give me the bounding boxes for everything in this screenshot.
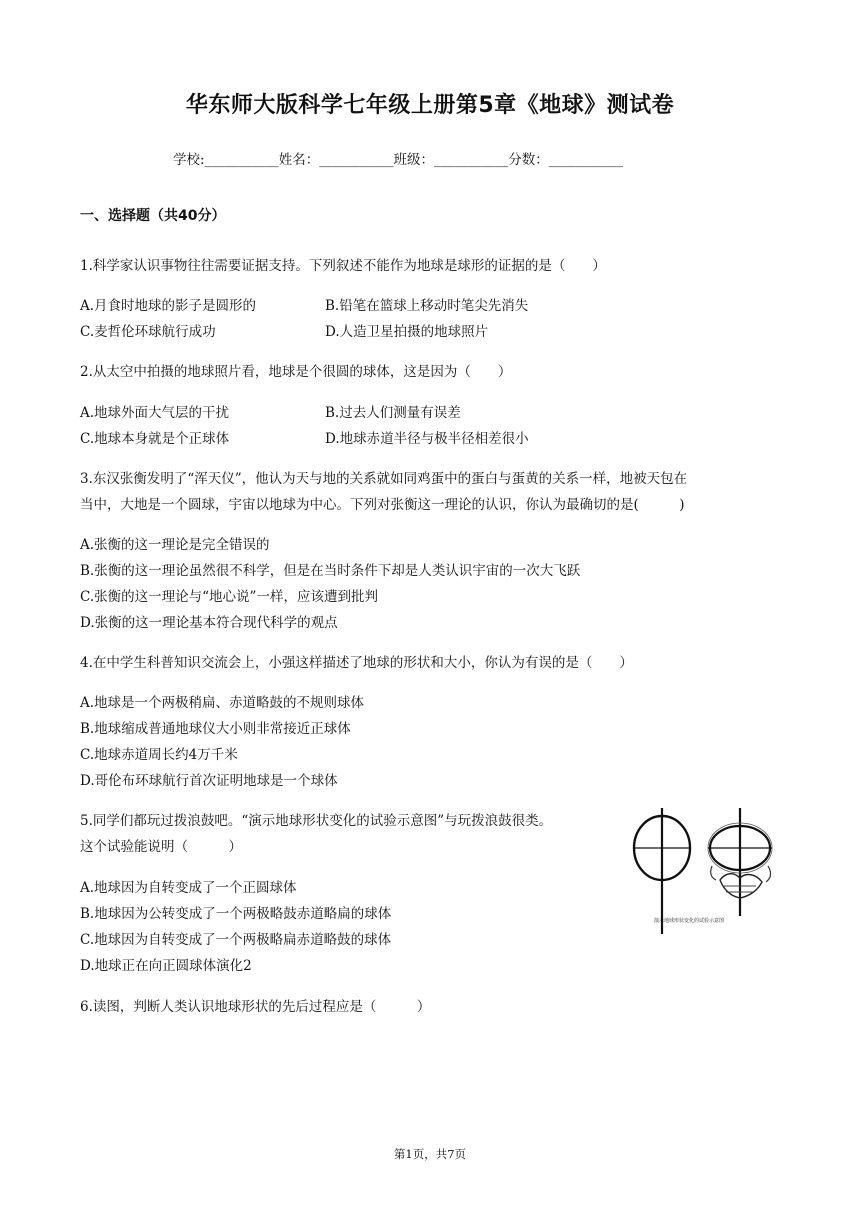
question-1-option-b: B.铅笔在篮球上移动时笔尖先消失 — [325, 298, 529, 314]
section-title: 一、选择题（共40分） — [80, 208, 226, 224]
question-4-option-a: A.地球是一个两极稍扁、赤道略鼓的不规则球体 — [80, 695, 365, 711]
page-title: 华东师大版科学七年级上册第5章《地球》测试卷 — [185, 93, 675, 118]
question-4-stem: 4.在中学生科普知识交流会上，小强这样描述了地球的形状和大小，你认为有误的是（ ） — [80, 655, 633, 671]
question-3-option-a: A.张衡的这一理论是完全错误的 — [80, 537, 270, 553]
question-2-option-c: C.地球本身就是个正球体 — [80, 431, 230, 447]
question-2-option-a: A.地球外面大气层的干扰 — [80, 405, 230, 421]
question-3-option-c: C.张衡的这一理论与“地心说”一样，应该遭到批判 — [80, 589, 378, 605]
question-2-stem: 2.从太空中拍摄的地球照片看，地球是个很圆的球体，这是因为（ ） — [80, 364, 512, 380]
question-1-option-a: A.月食时地球的影子是圆形的 — [80, 298, 257, 314]
student-info-line: 学校:___________姓名：___________班级：___________分数：___________ — [173, 152, 624, 168]
page-footer: 第1页，共7页 — [393, 1147, 467, 1161]
question-5-option-d: D.地球正在向正圆球体演化2 — [80, 958, 252, 974]
experiment-illustration — [628, 806, 780, 934]
question-3-option-d: D.张衡的这一理论基本符合现代科学的观点 — [80, 615, 338, 631]
question-5-option-c: C.地球因为自转变成了一个两极略扁赤道略鼓的球体 — [80, 932, 392, 948]
question-3-option-b: B.张衡的这一理论虽然很不科学，但是在当时条件下却是人类认识宇宙的一次大飞跃 — [80, 563, 581, 579]
question-1-stem: 1.科学家认识事物往往需要证据支持。下列叙述不能作为地球是球形的证据的是（ ） — [80, 258, 606, 274]
question-2-option-b: B.过去人们测量有误差 — [325, 405, 461, 421]
earth-shape-experiment-figure — [628, 806, 780, 934]
question-6-stem: 6.读图，判断人类认识地球形状的先后过程应是（ ） — [80, 999, 431, 1015]
question-5-stem-line-1: 5.同学们都玩过拨浪鼓吧。“演示地球形状变化的试验示意图”与玩拨浪鼓很类。 — [80, 813, 553, 829]
question-1-option-c: C.麦哲伦环球航行成功 — [80, 324, 216, 340]
question-5-option-b: B.地球因为公转变成了一个两极略鼓赤道略扁的球体 — [80, 906, 392, 922]
question-4-option-b: B.地球缩成普通地球仪大小则非常接近正球体 — [80, 721, 351, 737]
question-5-stem-line-2: 这个试验能说明（ ） — [80, 839, 242, 855]
question-5-option-a: A.地球因为自转变成了一个正圆球体 — [80, 880, 297, 896]
question-2-option-d: D.地球赤道半径与极半径相差很小 — [325, 431, 529, 447]
question-3-stem-line-1: 3.东汉张衡发明了“浑天仪”，他认为天与地的关系就如同鸡蛋中的蛋白与蛋黄的关系一样，地被天包在 — [80, 471, 688, 487]
question-4-option-c: C.地球赤道周长约4万千米 — [80, 747, 238, 763]
figure-caption: 演示地球形状变化的试验示意图 — [654, 918, 725, 924]
question-4-option-d: D.哥伦布环球航行首次证明地球是一个球体 — [80, 773, 338, 789]
question-1-option-d: D.人造卫星拍摄的地球照片 — [325, 324, 489, 340]
question-3-stem-line-2: 当中，大地是一个圆球，宇宙以地球为中心。下列对张衡这一理论的认识，你认为最确切的是( ) — [80, 497, 685, 513]
